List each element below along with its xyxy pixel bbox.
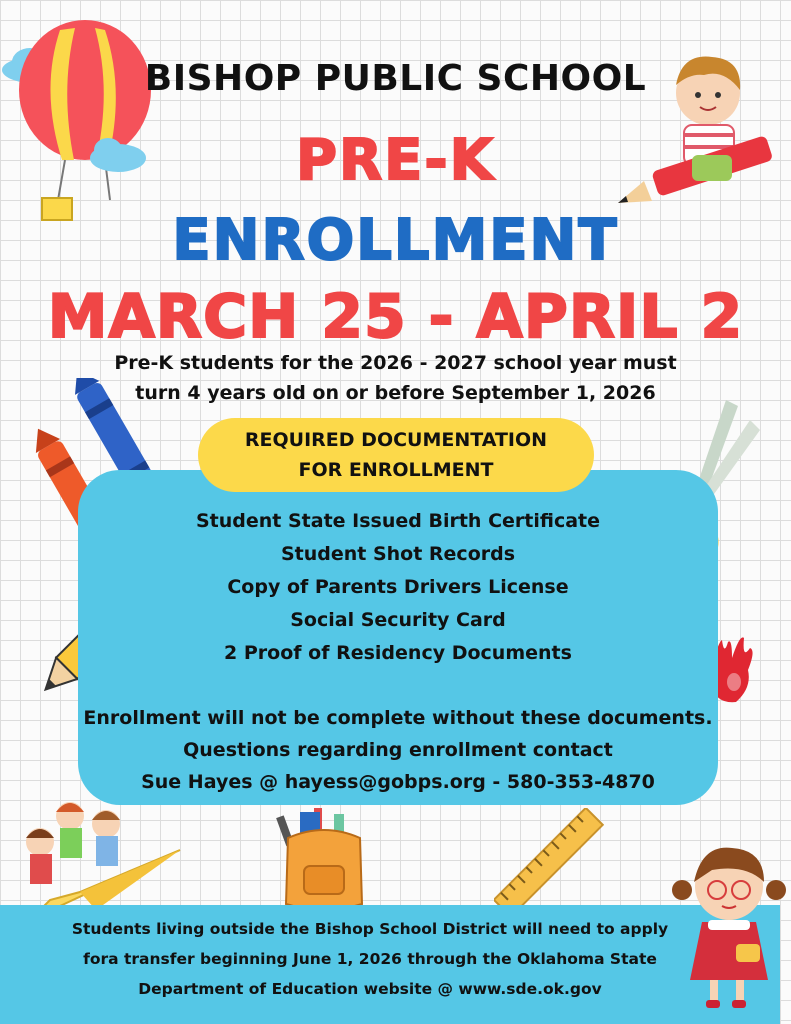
notice-line-2: Questions regarding enrollment contact bbox=[183, 739, 613, 761]
documentation-heading-line-1: REQUIRED DOCUMENTATION bbox=[244, 429, 548, 451]
transfer-notice bbox=[20, 914, 720, 1004]
list-item: 2 Proof of Residency Documents bbox=[224, 642, 572, 664]
transfer-line-3: Department of Education website @ www.sde.ok.gov bbox=[138, 980, 602, 998]
hot-air-balloon-icon bbox=[0, 20, 170, 230]
contact-info: Sue Hayes @ hayess@gobps.org - 580-353-4870 bbox=[141, 771, 655, 793]
list-item: Social Security Card bbox=[290, 609, 506, 631]
documentation-heading-line-2: FOR ENROLLMENT bbox=[298, 459, 494, 481]
backpack-icon bbox=[274, 808, 374, 918]
ruler-icon bbox=[494, 808, 604, 918]
list-item: Copy of Parents Drivers License bbox=[227, 576, 569, 598]
transfer-line-2: fora transfer beginning June 1, 2026 through the Oklahoma State bbox=[83, 950, 657, 968]
documentation-list bbox=[78, 505, 718, 670]
enrollment-dates: MARCH 25 - APRIL 2 bbox=[47, 282, 744, 352]
eligibility-line-2: turn 4 years old on or before September 1, 2026 bbox=[135, 382, 656, 404]
eligibility-line-1: Pre-K students for the 2026 - 2027 school year must bbox=[114, 352, 677, 374]
notice-line-1: Enrollment will not be complete without these documents. bbox=[83, 707, 713, 729]
school-name: BISHOP PUBLIC SCHOOL bbox=[144, 58, 647, 99]
list-item: Student Shot Records bbox=[280, 543, 516, 565]
program-title: PRE-K bbox=[295, 128, 496, 193]
eligibility-text bbox=[0, 348, 791, 408]
transfer-line-1: Students living outside the Bishop School District will need to apply bbox=[71, 920, 669, 938]
enrollment-title: ENROLLMENT bbox=[172, 208, 619, 273]
documentation-heading bbox=[198, 418, 594, 492]
list-item: Student State Issued Birth Certificate bbox=[195, 510, 600, 532]
enrollment-notice bbox=[78, 702, 718, 798]
